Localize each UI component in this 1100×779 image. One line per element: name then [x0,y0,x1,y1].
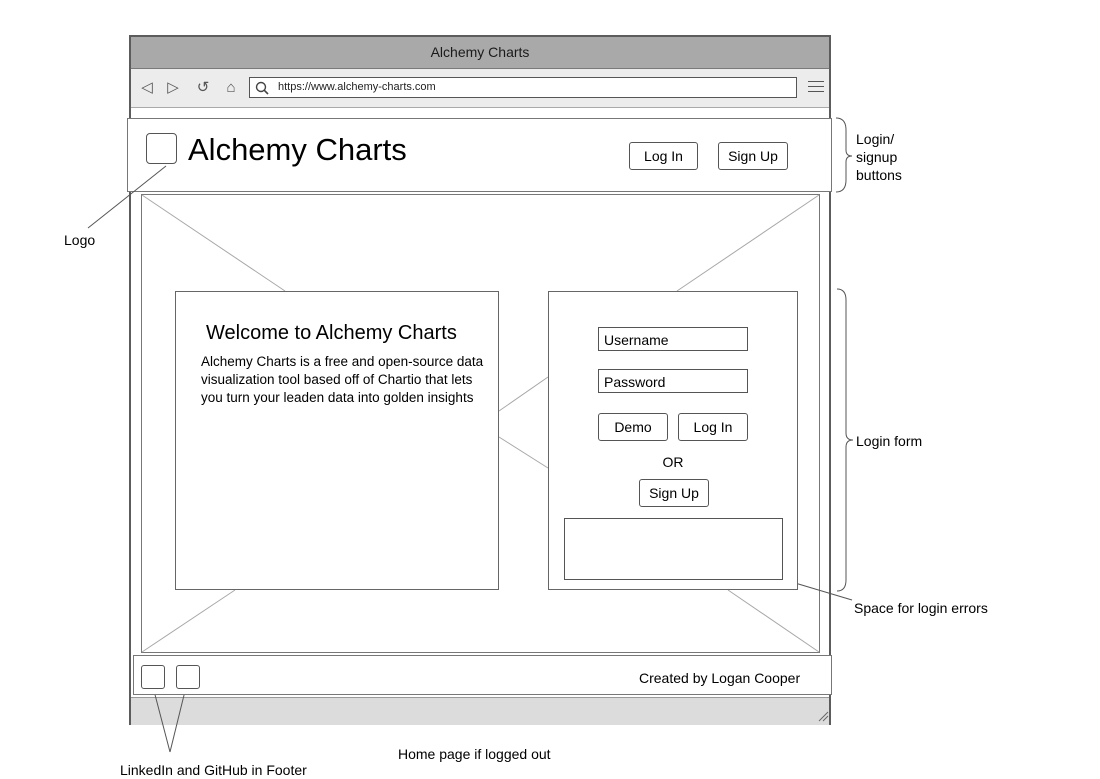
resize-grip-icon[interactable] [817,710,829,722]
username-input[interactable] [598,327,748,351]
annotation-login-signup-2: signup [856,149,898,165]
annotation-login-form: Login form [856,433,923,449]
address-bar[interactable] [249,77,797,98]
demo-button[interactable]: Demo [598,413,668,441]
status-bar [131,697,829,725]
annotation-footer-links: LinkedIn and GitHub in Footer [120,762,307,778]
annotation-login-signup-3: buttons [856,167,902,183]
or-divider-label: OR [662,454,684,470]
site-title: Alchemy Charts [188,132,407,167]
annotation-login-signup-1: Login/ [856,131,895,147]
linkedin-icon[interactable] [141,665,165,689]
diagram-caption: Home page if logged out [398,746,551,762]
site-header [127,118,832,192]
browser-toolbar [131,69,829,108]
welcome-description: Alchemy Charts is a free and open-source data visualization tool based off of Chartio that lets you turn your leaden data into golden insights [201,354,484,405]
url-text: https://www.alchemy-charts.com [278,81,436,93]
welcome-title: Welcome to Alchemy Charts [206,322,457,344]
form-signup-button[interactable]: Sign Up [639,479,709,507]
footer-credit: Created by Logan Cooper [639,670,801,686]
menu-icon[interactable] [808,81,824,95]
window-title: Alchemy Charts [131,37,829,69]
annotation-login-errors: Space for login errors [854,600,988,616]
login-form [548,291,798,590]
back-icon[interactable]: ◁ [141,79,153,96]
password-input[interactable] [598,369,748,393]
welcome-panel [175,291,499,590]
header-login-button[interactable]: Log In [629,142,698,170]
github-icon[interactable] [176,665,200,689]
search-icon [255,81,269,95]
logo-placeholder[interactable] [146,133,177,164]
form-login-button[interactable]: Log In [678,413,748,441]
login-error-area [564,518,783,580]
reload-icon[interactable]: ↺ [196,79,210,96]
site-footer [133,655,832,695]
header-signup-button[interactable]: Sign Up [718,142,788,170]
annotation-logo: Logo [64,232,96,248]
home-icon[interactable]: ⌂ [226,79,236,96]
forward-icon[interactable]: ▷ [167,79,179,96]
